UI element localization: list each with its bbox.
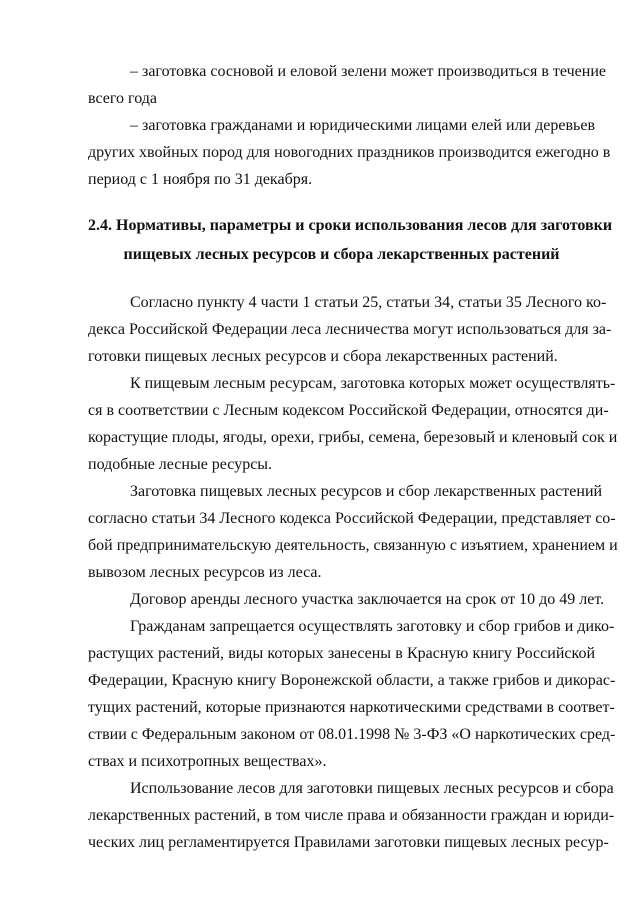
text-line: – заготовка сосновой и еловой зелени может производиться в течение (130, 63, 606, 80)
text-line: других хвойных пород для новогодних праздников производится ежегодно в (88, 144, 611, 161)
text-line: лекарственных растений, в том числе права и обязанности граждан и юриди- (88, 807, 615, 824)
text-line: – заготовка гражданами и юридическими лицами елей или деревьев (130, 117, 595, 134)
heading-line: пищевых лесных ресурсов и сбора лекарственных растений (123, 246, 560, 263)
paragraph (88, 775, 615, 856)
text-line: Заготовка пищевых лесных ресурсов и сбор лекарственных растений (130, 483, 603, 500)
text-line: Федерации, Красную книгу Воронежской области, а также грибов и дикорас- (88, 672, 616, 689)
text-line: согласно статьи 34 Лесного кодекса Российской Федерации, представляет со- (88, 510, 616, 527)
paragraph (88, 613, 616, 775)
text-line: ствии с Федеральным законом от 08.01.1998 № 3-ФЗ «О наркотических сред- (88, 726, 616, 743)
text-line: декса Российской Федерации леса лесничества могут использоваться для за- (88, 321, 612, 338)
text-line: ся в соответствии с Лесным кодексом Российской Федерации, относятся ди- (88, 402, 609, 419)
text-line: растущих растений, виды которых занесены в Красную книгу Российской (88, 645, 595, 662)
text-line: тущих растений, которые признаются наркотическими средствами в соответ- (88, 699, 615, 716)
text-line: вывозом лесных ресурсов из леса. (88, 564, 322, 581)
top-list (88, 58, 611, 193)
text-line: готовки пищевых лесных ресурсов и сбора лекарственных растений. (88, 348, 558, 365)
text-line: ческих лиц регламентируется Правилами заготовки пищевых лесных ресур- (88, 834, 609, 851)
paragraph (88, 478, 618, 586)
text-line: Согласно пункту 4 части 1 статьи 25, статьи 34, статьи 35 Лесного ко- (130, 294, 607, 311)
body-text (88, 289, 618, 856)
text-line: бой предпринимательскую деятельность, связанную с изъятием, хранением и (88, 537, 618, 554)
text-line: К пищевым лесным ресурсам, заготовка которых может осуществлять- (130, 375, 616, 392)
text-line: Гражданам запрещается осуществлять заготовку и сбор грибов и дико- (130, 618, 615, 635)
text-line: подобные лесные ресурсы. (88, 456, 273, 473)
paragraph (88, 370, 618, 478)
paragraph (88, 586, 605, 613)
text-line: Договор аренды лесного участка заключается на срок от 10 до 49 лет. (130, 591, 605, 608)
text-line: период с 1 ноября по 31 декабря. (88, 171, 313, 188)
list-item (88, 58, 606, 112)
text-line: Использование лесов для заготовки пищевых лесных ресурсов и сбора (130, 780, 614, 797)
text-line: всего года (88, 90, 157, 107)
heading-line: 2.4. Нормативы, параметры и сроки использования лесов для заготовки (88, 217, 613, 234)
paragraph (88, 289, 612, 370)
section-heading (88, 211, 613, 269)
text-line: корастущие плоды, ягоды, орехи, грибы, семена, березовый и кленовый сок и (88, 429, 618, 446)
list-item (88, 112, 611, 193)
text-line: ствах и психотропных веществах». (88, 753, 327, 770)
